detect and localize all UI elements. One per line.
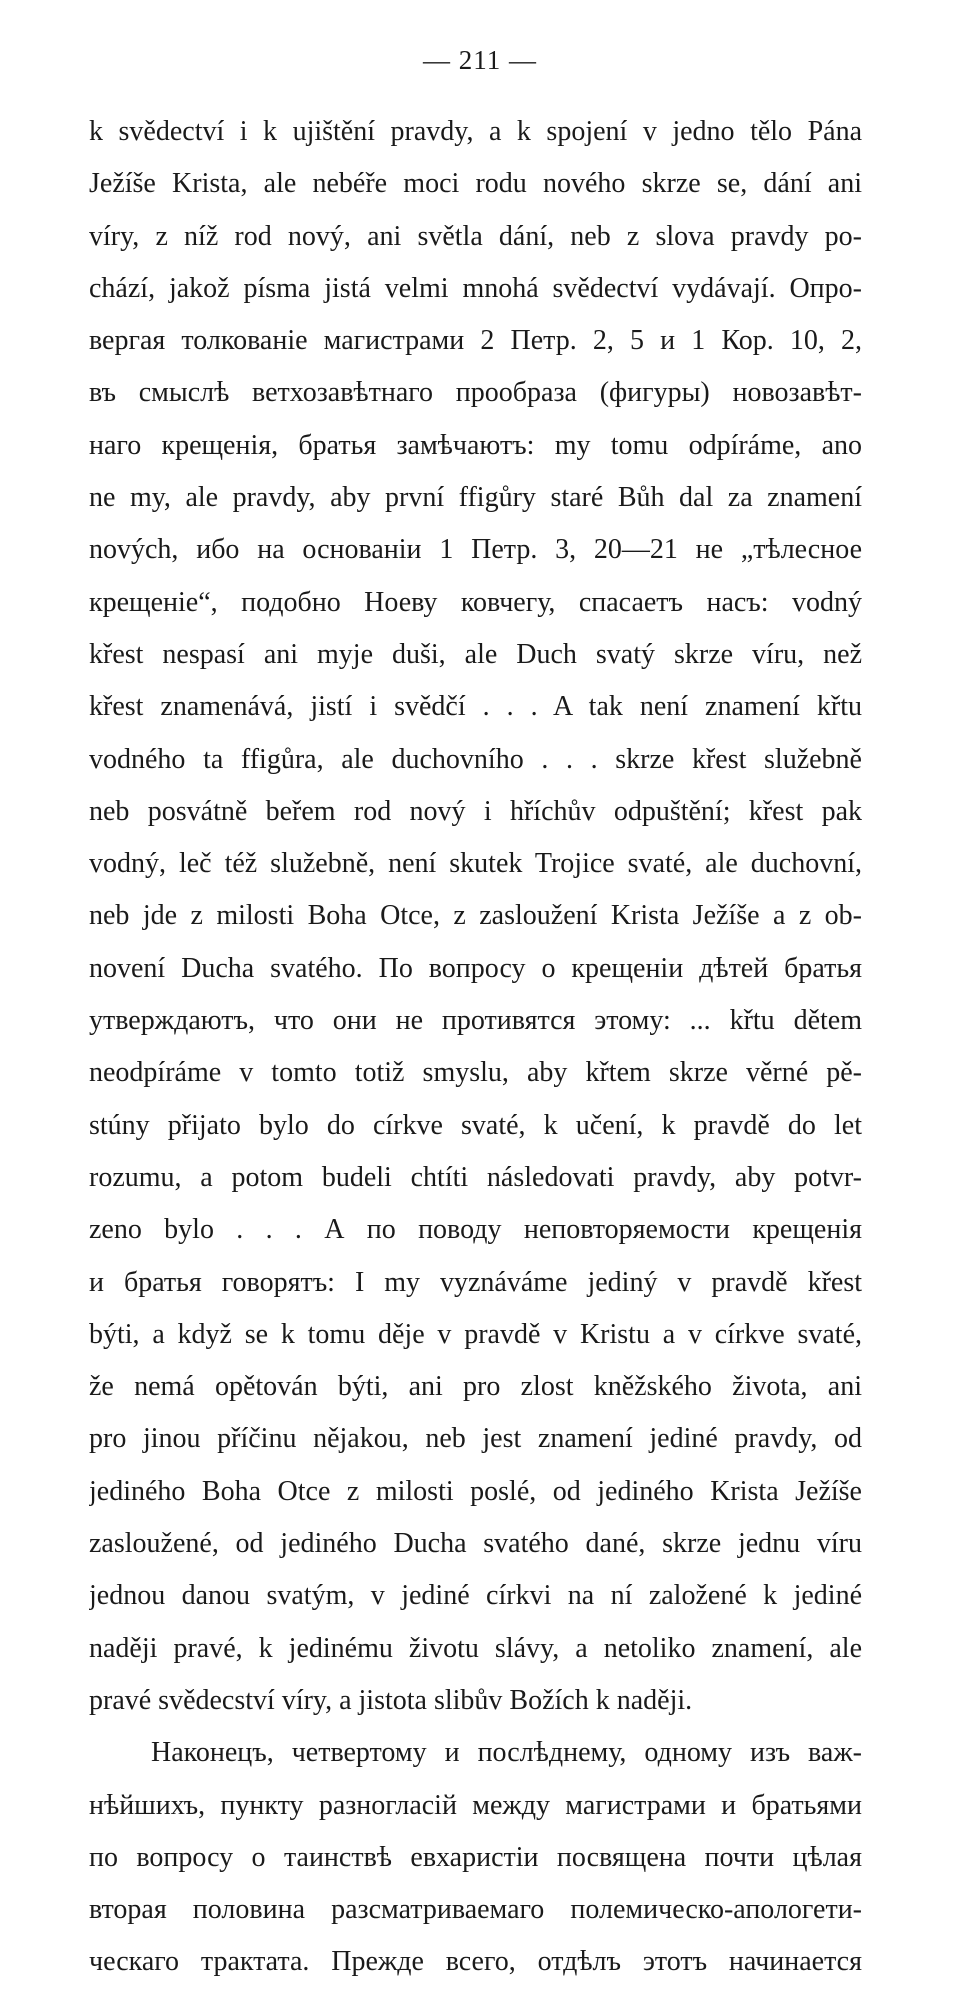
text-line: zasloužené, od jediného Ducha svatého dané, skrze jednu víru xyxy=(89,1528,862,1560)
text-line: k svědectví i k ujištění pravdy, a k spojení v jedno tělo Pána xyxy=(89,116,862,147)
text-line: býti, a když se k tomu děje v pravdě v Kristu a v církve svaté, xyxy=(89,1318,862,1350)
text-line: křest znamenává, jistí i svědčí . . . A tak není znamení křtu xyxy=(89,691,862,723)
text-line: наго крещенія, братья замѣчаютъ: my tomu odpíráme, ano xyxy=(89,429,862,461)
text-line: novení Ducha svatého. По вопросу о крещеніи дѣтей братья xyxy=(89,952,862,984)
text-line: нѣйшихъ, пункту разногласій между магистрами и братьями xyxy=(89,1789,862,1821)
text-line: вторая половина разсматриваемаго полемическо-апологети- xyxy=(89,1894,862,1926)
text-line: víry, z níž rod nový, ani světla dání, neb z slova pravdy po- xyxy=(89,220,862,252)
body-text xyxy=(89,106,862,1989)
paragraph-first-line: Наконецъ, четвертому и послѣднему, одному изъ важ- xyxy=(151,1737,862,1769)
text-line: и братья говорятъ: I my vyznáváme jediný v pravdě křest xyxy=(89,1266,862,1298)
text-line: утверждаютъ, что они не противятся этому: ... křtu dětem xyxy=(89,1005,862,1037)
paragraph-last-line: pravé svědecství víry, a jistota slibův Božích k naději. xyxy=(89,1684,693,1716)
text-line: jednou danou svatým, v jediné církvi na ní založené k jediné xyxy=(89,1580,862,1612)
text-line: vodného ta ffigůra, ale duchovního . . . skrze křest služebně xyxy=(89,743,862,775)
text-line: že nemá opětován býti, ani pro zlost kněžského života, ani xyxy=(89,1371,862,1403)
text-line: křest nespasí ani myje duši, ale Duch svatý skrze víru, než xyxy=(89,638,862,670)
text-line: neb jde z milosti Boha Otce, z zasloužení Krista Ježíše a z ob- xyxy=(89,900,862,932)
text-line: ческаго трактата. Прежде всего, отдѣлъ этотъ начинается xyxy=(89,1946,862,1978)
text-line: naději pravé, k jedinému životu slávy, a netoliko znamení, ale xyxy=(89,1632,862,1664)
text-line: крещеніе“, подобно Ноеву ковчегу, спасаетъ насъ: vodný xyxy=(89,586,862,618)
text-line: pro jinou příčinu nějakou, neb jest znamení jediné pravdy, od xyxy=(89,1423,862,1455)
text-line: zeno bylo . . . А по поводу неповторяемости крещенія xyxy=(89,1214,862,1246)
text-line: nových, ибо на основаніи 1 Петр. 3, 20—21 не „тѣлесное xyxy=(89,534,862,566)
text-line: Ježíše Krista, ale nebéře moci rodu nového skrze se, dání ani xyxy=(89,168,862,200)
text-line: jediného Boha Otce z milosti poslé, od jediného Krista Ježíše xyxy=(89,1475,862,1507)
text-line: chází, jakož písma jistá velmi mnohá svědectví vydávají. Опро- xyxy=(89,272,862,304)
text-line: по вопросу о таинствѣ евхаристіи посвящена почти цѣлая xyxy=(89,1841,862,1873)
text-line: neodpíráme v tomto totiž smyslu, aby křtem skrze věrné pě- xyxy=(89,1057,862,1089)
text-line: neb posvátně beřem rod nový i hříchův odpuštění; křest pak xyxy=(89,795,862,827)
text-line: rozumu, a potom budeli chtíti následovati pravdy, aby potvr- xyxy=(89,1161,862,1193)
page-number: — 211 — xyxy=(423,45,537,75)
text-line: stúny přijato bylo do církve svaté, k učení, k pravdě do let xyxy=(89,1109,862,1141)
text-line: вергая толкованіе магистрами 2 Петр. 2, 5 и 1 Кор. 10, 2, xyxy=(89,325,862,357)
text-line: ne my, ale pravdy, aby první ffigůry staré Bůh dal za znamení xyxy=(89,482,862,514)
text-line: vodný, leč též služebně, není skutek Trojice svaté, ale duchovní, xyxy=(89,848,862,880)
text-line: въ смыслѣ ветхозавѣтнаго прообраза (фигуры) новозавѣт- xyxy=(89,377,862,409)
